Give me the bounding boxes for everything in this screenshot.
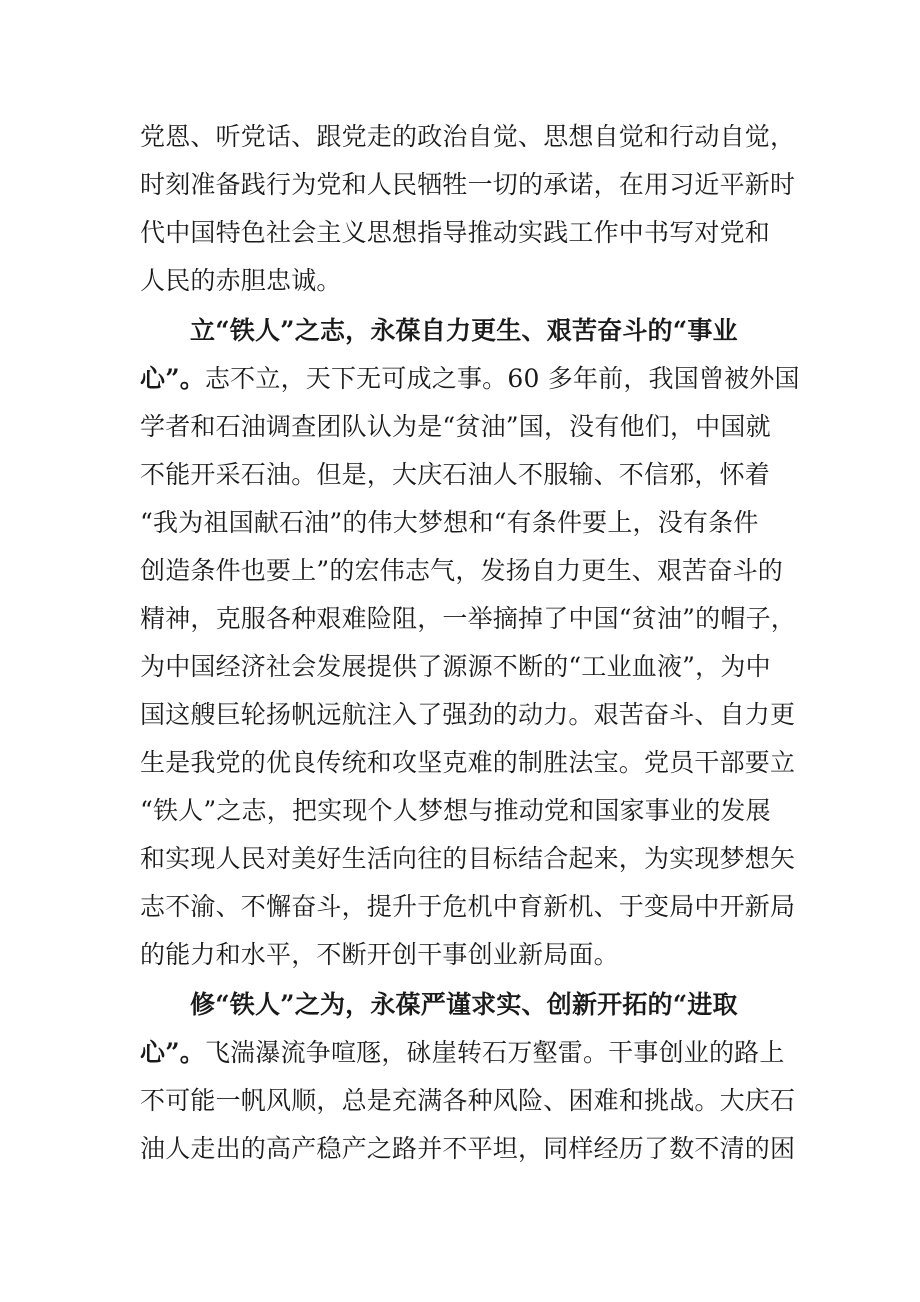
text-line: 学者和石油调查团队认为是“贫油”国，没有他们，中国就	[140, 412, 771, 441]
text-line: 精神，克服各种艰难险阻，一举摘掉了中国“贫油”的帽子，	[140, 604, 796, 633]
text-line: 生是我党的优良传统和攻坚克难的制胜法宝。党员干部要立	[140, 748, 796, 777]
text-line: 时刻准备践行为党和人民牺牲一切的承诺，在用习近平新时	[140, 170, 796, 199]
section-heading: 修“铁人”之为，永葆严谨求实、创新开拓的“进取	[190, 990, 738, 1019]
text-line: 人民的赤胆忠诚。	[140, 266, 342, 295]
section-heading: 立“铁人”之志，永葆自力更生、艰苦奋斗的“事业	[190, 316, 738, 345]
text-line: “铁人”之志，把实现个人梦想与推动党和国家事业的发展	[140, 796, 771, 825]
text-line: 党恩、听党话、跟党走的政治自觉、思想自觉和行动自觉，	[140, 122, 796, 151]
section-heading-tail: 心”。	[140, 364, 205, 393]
text-line-rest: 飞湍瀑流争喧豗，砯崖转石万壑雷。干事创业的路上	[204, 1038, 785, 1067]
text-line-rest: 志不立，天下无可成之事。60 多年前，我国曾被外国	[204, 364, 800, 393]
text-line: 的能力和水平，不断开创干事创业新局面。	[140, 940, 619, 969]
text-line: 和实现人民对美好生活向往的目标结合起来，为实现梦想矢	[140, 844, 796, 873]
text-line: 志不渝、不懈奋斗，提升于危机中育新机、于变局中开新局	[140, 892, 796, 921]
text-line: 不可能一帆风顺，总是充满各种风险、困难和挑战。大庆石	[140, 1086, 796, 1115]
text-line: 油人走出的高产稳产之路并不平坦，同样经历了数不清的困	[140, 1134, 796, 1163]
text-line: 代中国特色社会主义思想指导推动实践工作中书写对党和	[140, 218, 771, 247]
text-line: 创造条件也要上”的宏伟志气，发扬自力更生、艰苦奋斗的	[140, 556, 783, 585]
text-line: 为中国经济社会发展提供了源源不断的“工业血液”，为中	[140, 652, 771, 681]
text-line	[140, 364, 800, 394]
text-line: 国这艘巨轮扬帆远航注入了强劲的动力。艰苦奋斗、自力更	[140, 700, 796, 729]
text-line: 不能开采石油。但是，大庆石油人不服输、不信邪，怀着	[140, 460, 771, 489]
text-line	[140, 1038, 785, 1068]
section-heading-tail: 心”。	[140, 1038, 205, 1067]
text-line: “我为祖国献石油”的伟大梦想和“有条件要上，没有条件	[140, 508, 759, 537]
